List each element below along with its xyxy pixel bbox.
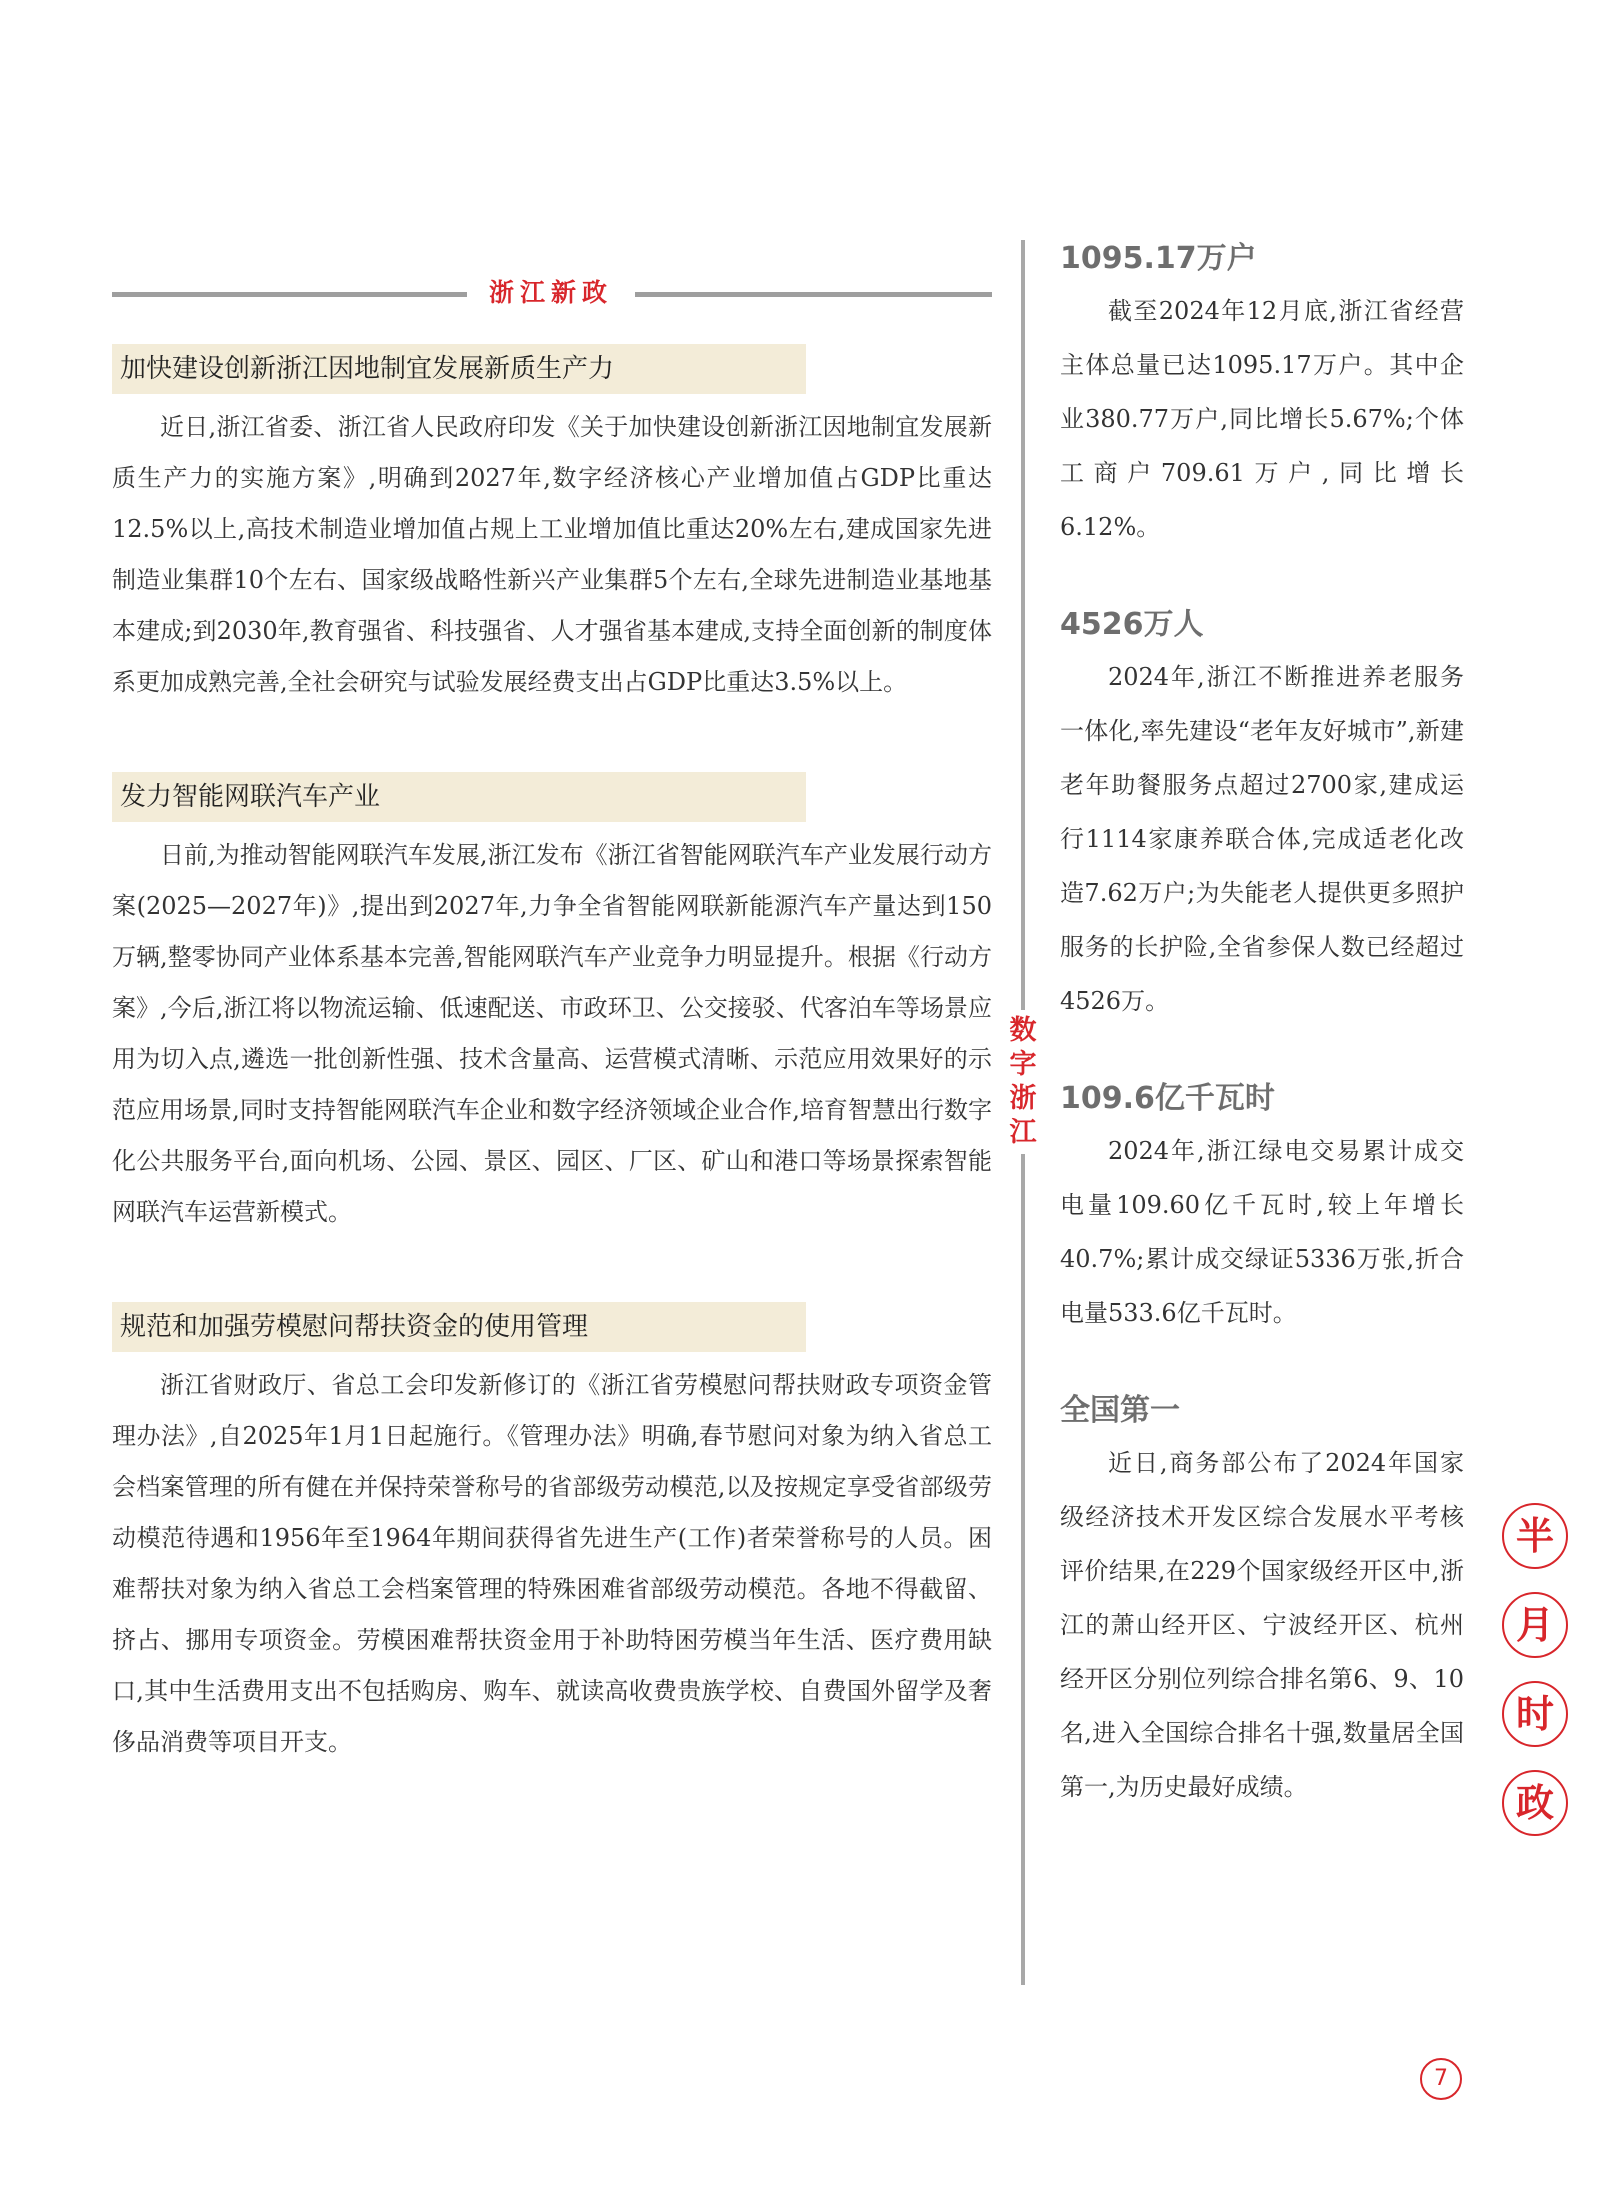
stat-block <box>1060 1388 1464 1814</box>
article <box>112 1302 992 1768</box>
stat-block <box>1060 602 1464 1028</box>
side-label: 数字浙江 <box>1002 1010 1044 1154</box>
column-title-char: 时 <box>1502 1681 1568 1747</box>
stat-heading: 4526万人 <box>1060 607 1204 642</box>
stat-heading: 109.6亿千瓦时 <box>1060 1081 1275 1116</box>
stat-body: 近日,商务部公布了2024年国家级经济技术开发区综合发展水平考核评价结果,在229个国家级经开区中,浙江的萧山经开区、宁波经开区、杭州经开区分别位列综合排名第6、9、10名,进入全国综合排名十强,数量居全国第一,为历史最好成绩。 <box>1060 1449 1464 1801</box>
stat-block <box>1060 236 1464 554</box>
article-title: 加快建设创新浙江因地制宜发展新质生产力 <box>112 344 806 394</box>
stat-heading: 全国第一 <box>1060 1393 1180 1428</box>
column-title-char: 政 <box>1502 1770 1568 1836</box>
stat-block <box>1060 1076 1464 1340</box>
stat-heading: 1095.17万户 <box>1060 241 1257 276</box>
page-number: 7 <box>1420 2058 1462 2100</box>
stat-body: 2024年,浙江绿电交易累计成交电量109.60亿千瓦时,较上年增长40.7%;累计成交绿证5336万张,折合电量533.6亿千瓦时。 <box>1060 1137 1464 1327</box>
article <box>112 772 992 1238</box>
article-body: 日前,为推动智能网联汽车发展,浙江发布《浙江省智能网联汽车产业发展行动方案(2025—2027年)》,提出到2027年,力争全省智能网联新能源汽车产量达到150万辆,整零协同产业体系基本完善,智能网联汽车产业竞争力明显提升。根据《行动方案》,今后,浙江将以物流运输、低速配送、市政环卫、公交接驳、代客泊车等场景应用为切入点,遴选一批创新性强、技术含量高、运营模式清晰、示范应用效果好的示范应用场景,同时支持智能网联汽车企业和数字经济领域企业合作,培育智慧出行数字化公共服务平台,面向机场、公园、景区、园区、厂区、矿山和港口等场景探索智能网联汽车运营新模式。 <box>112 841 992 1226</box>
article-body: 近日,浙江省委、浙江省人民政府印发《关于加快建设创新浙江因地制宜发展新质生产力的实施方案》,明确到2027年,数字经济核心产业增加值占GDP比重达12.5%以上,高技术制造业增加值占规上工业增加值比重达20%左右,建成国家先进制造业集群10个左右、国家级战略性新兴产业集群5个左右,全球先进制造业基地基本建成;到2030年,教育强省、科技强省、人才强省基本建成,支持全面创新的制度体系更加成熟完善,全社会研究与试验发展经费支出占GDP比重达3.5%以上。 <box>112 413 992 696</box>
article-body: 浙江省财政厅、省总工会印发新修订的《浙江省劳模慰问帮扶财政专项资金管理办法》,自2025年1月1日起施行。《管理办法》明确,春节慰问对象为纳入省总工会档案管理的所有健在并保持荣誉称号的省部级劳动模范,以及按规定享受省部级劳动模范待遇和1956年至1964年期间获得省先进生产(工作)者荣誉称号的人员。困难帮扶对象为纳入省总工会档案管理的特殊困难省部级劳动模范。各地不得截留、挤占、挪用专项资金。劳模困难帮扶资金用于补助特困劳模当年生活、医疗费用缺口,其中生活费用支出不包括购房、购车、就读高收费贵族学校、自费国外留学及奢侈品消费等项目开支。 <box>112 1371 992 1756</box>
right-column <box>1060 236 1464 1814</box>
column-title <box>1502 1503 1568 1859</box>
article-title: 发力智能网联汽车产业 <box>112 772 806 822</box>
column-title-char: 月 <box>1502 1592 1568 1658</box>
left-column <box>112 262 992 1768</box>
section-header <box>112 262 992 307</box>
article-title: 规范和加强劳模慰问帮扶资金的使用管理 <box>112 1302 806 1352</box>
article <box>112 344 992 708</box>
stat-body: 截至2024年12月底,浙江省经营主体总量已达1095.17万户。其中企业380.77万户,同比增长5.67%;个体工商户709.61万户,同比增长6.12%。 <box>1060 297 1464 541</box>
section-title: 浙江新政 <box>467 274 635 312</box>
column-title-char: 半 <box>1502 1503 1568 1569</box>
stat-body: 2024年,浙江不断推进养老服务一体化,率先建设“老年友好城市”,新建老年助餐服务点超过2700家,建成运行1114家康养联合体,完成适老化改造7.62万户;为失能老人提供更多照护服务的长护险,全省参保人数已经超过4526万。 <box>1060 663 1464 1015</box>
